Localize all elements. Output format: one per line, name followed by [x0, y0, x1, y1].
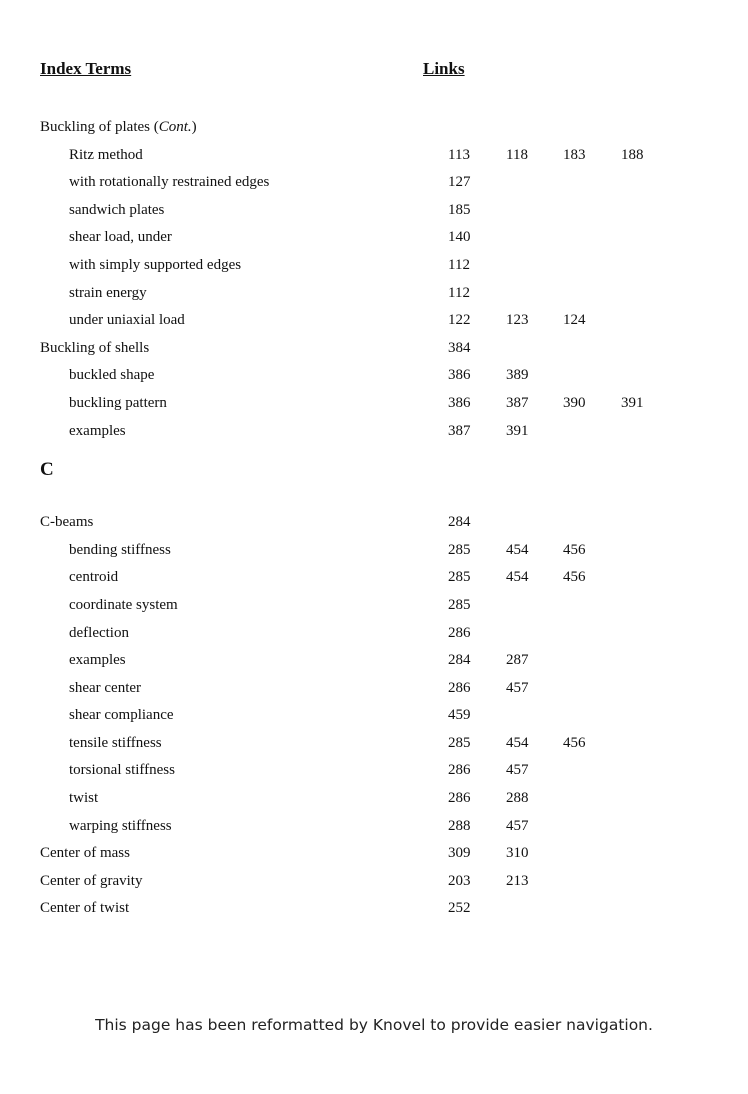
index-term — [69, 252, 241, 280]
index-subentry — [40, 813, 748, 841]
index-term — [69, 197, 164, 225]
index-subentry — [40, 730, 748, 758]
page-link[interactable]: 456 — [563, 734, 586, 751]
index-term-text: warping stiffness — [69, 817, 172, 834]
index-term-text: centroid — [69, 569, 119, 586]
index-entry — [40, 114, 748, 142]
index-term — [40, 895, 129, 923]
page-link[interactable]: 456 — [563, 541, 586, 558]
index-term — [69, 757, 175, 785]
links-heading: Links — [423, 59, 465, 78]
index-term — [69, 169, 269, 197]
page-link[interactable]: 286 — [448, 790, 471, 807]
section-letter-label — [40, 459, 54, 481]
index-term — [69, 418, 126, 446]
page-link[interactable]: 459 — [448, 707, 471, 724]
index-subentry — [40, 142, 748, 170]
page-link[interactable]: 454 — [506, 541, 529, 558]
index-term-text: deflection — [69, 624, 129, 641]
index-term-text: shear center — [69, 679, 142, 696]
index-terms-heading: Index Terms — [40, 59, 132, 78]
page-link[interactable]: 309 — [448, 845, 471, 862]
index-term-text: C-beams — [40, 514, 94, 531]
page-link[interactable]: 288 — [506, 790, 529, 807]
index-term-text: shear load, under — [69, 229, 172, 246]
page-link[interactable]: 112 — [448, 256, 470, 273]
index-subentry — [40, 362, 748, 390]
index-term-text: twist — [69, 790, 99, 807]
index-term-text: with rotationally restrained edges — [69, 174, 270, 191]
index-term-text: coordinate system — [69, 596, 178, 613]
page-link[interactable]: 387 — [506, 394, 529, 411]
page-link[interactable]: 457 — [506, 817, 529, 834]
index-entry — [40, 895, 748, 923]
page-link[interactable]: 288 — [448, 817, 471, 834]
page-link[interactable]: 123 — [506, 312, 529, 329]
page-link[interactable]: 140 — [448, 229, 471, 246]
page-link[interactable]: 185 — [448, 201, 471, 218]
index-subentry — [40, 675, 748, 703]
index-term-text: Buckling of plates — [40, 119, 150, 135]
index-term — [40, 335, 149, 363]
index-term-text: buckling pattern — [69, 394, 167, 411]
index-term-text: strain energy — [69, 284, 147, 301]
page-link[interactable]: 387 — [448, 422, 471, 439]
page-link[interactable]: 213 — [506, 872, 529, 889]
page-link[interactable]: 386 — [448, 367, 471, 384]
index-term — [69, 362, 154, 390]
page-link[interactable]: 390 — [563, 394, 586, 411]
index-term-text: tensile stiffness — [69, 734, 162, 751]
index-term — [69, 730, 162, 758]
index-term-text: Buckling of shells — [40, 339, 150, 356]
page-link[interactable]: 183 — [563, 146, 586, 163]
page-link[interactable]: 456 — [563, 569, 586, 586]
page-link[interactable]: 118 — [506, 146, 528, 163]
index-subentry — [40, 702, 748, 730]
index-term-text: Ritz method — [69, 146, 143, 163]
index-subentry — [40, 390, 748, 418]
index-subentry — [40, 620, 748, 648]
page-link[interactable]: 285 — [448, 734, 471, 751]
page-link[interactable]: 389 — [506, 367, 529, 384]
page-link[interactable]: 454 — [506, 734, 529, 751]
index-term-text: examples — [69, 422, 126, 439]
index-term-text: Center of twist — [40, 900, 130, 917]
index-term-text: Center of gravity — [40, 872, 143, 889]
page-link[interactable]: 188 — [621, 146, 644, 163]
index-subentry — [40, 564, 748, 592]
index-term — [40, 509, 93, 537]
index-entry — [40, 509, 748, 537]
footer-note: This page has been reformatted by Knovel to provide easier navigation. — [95, 1016, 653, 1034]
page-link[interactable]: 285 — [448, 541, 471, 558]
index-subentry — [40, 197, 748, 225]
index-term — [69, 224, 172, 252]
index-subentry — [40, 785, 748, 813]
index-subentry — [40, 224, 748, 252]
index-subentry — [40, 252, 748, 280]
page-link[interactable]: 113 — [448, 146, 470, 163]
index-subentry — [40, 592, 748, 620]
page-link[interactable]: 285 — [448, 569, 471, 586]
index-subentry — [40, 418, 748, 446]
index-subentry — [40, 647, 748, 675]
index-term-text: bending stiffness — [69, 541, 171, 558]
continued-note: Cont. — [158, 119, 192, 135]
index-entries — [40, 114, 748, 923]
index-term — [69, 142, 143, 170]
index-term — [69, 390, 167, 418]
page-link[interactable]: 284 — [448, 514, 471, 531]
index-entry — [40, 840, 748, 868]
index-term-text: C — [40, 459, 54, 481]
index-term-text: examples — [69, 652, 126, 669]
page-link[interactable]: 457 — [506, 679, 529, 696]
page-link[interactable]: 286 — [448, 679, 471, 696]
page-link[interactable]: 127 — [448, 174, 471, 191]
index-subentry — [40, 280, 748, 308]
index-term-text: torsional stiffness — [69, 762, 175, 779]
page-link[interactable]: 285 — [448, 596, 471, 613]
index-term-text: with simply supported edges — [69, 256, 242, 273]
index-term-text: shear compliance — [69, 707, 174, 724]
page-link[interactable]: 286 — [448, 762, 471, 779]
index-entry — [40, 335, 748, 363]
index-term — [40, 868, 142, 896]
page-link[interactable]: 384 — [448, 339, 471, 356]
page-link[interactable]: 124 — [563, 312, 586, 329]
page-link[interactable]: 391 — [621, 394, 644, 411]
index-term — [69, 564, 118, 592]
page-link[interactable]: 112 — [448, 284, 470, 301]
page-link[interactable]: 457 — [506, 762, 529, 779]
index-term-text: sandwich plates — [69, 201, 165, 218]
index-term — [69, 592, 178, 620]
index-header — [40, 59, 748, 83]
page-link[interactable]: 310 — [506, 845, 529, 862]
section-letter — [40, 445, 748, 509]
index-entry — [40, 868, 748, 896]
index-term: Buckling of plates (Cont.) — [40, 119, 197, 135]
index-term — [69, 307, 185, 335]
index-term — [69, 785, 98, 813]
index-term — [69, 620, 129, 648]
index-term — [69, 537, 171, 565]
index-term — [69, 675, 141, 703]
index-term-text: Center of mass — [40, 845, 130, 862]
index-subentry — [40, 537, 748, 565]
page-link[interactable]: 122 — [448, 312, 471, 329]
index-subentry — [40, 307, 748, 335]
page-link[interactable]: 391 — [506, 422, 529, 439]
index-term — [69, 702, 174, 730]
index-term-text: buckled shape — [69, 367, 155, 384]
page-link[interactable]: 386 — [448, 394, 471, 411]
page-link[interactable]: 454 — [506, 569, 529, 586]
page-link[interactable]: 286 — [448, 624, 471, 641]
index-term — [40, 840, 130, 868]
page-link[interactable]: 287 — [506, 652, 529, 669]
page-link[interactable]: 284 — [448, 652, 471, 669]
index-term — [69, 647, 126, 675]
page-link[interactable]: 252 — [448, 900, 471, 917]
index-term-text: under uniaxial load — [69, 312, 185, 329]
index-term — [69, 813, 172, 841]
index-term — [69, 280, 147, 308]
index-subentry — [40, 757, 748, 785]
index-subentry — [40, 169, 748, 197]
page-link[interactable]: 203 — [448, 872, 471, 889]
